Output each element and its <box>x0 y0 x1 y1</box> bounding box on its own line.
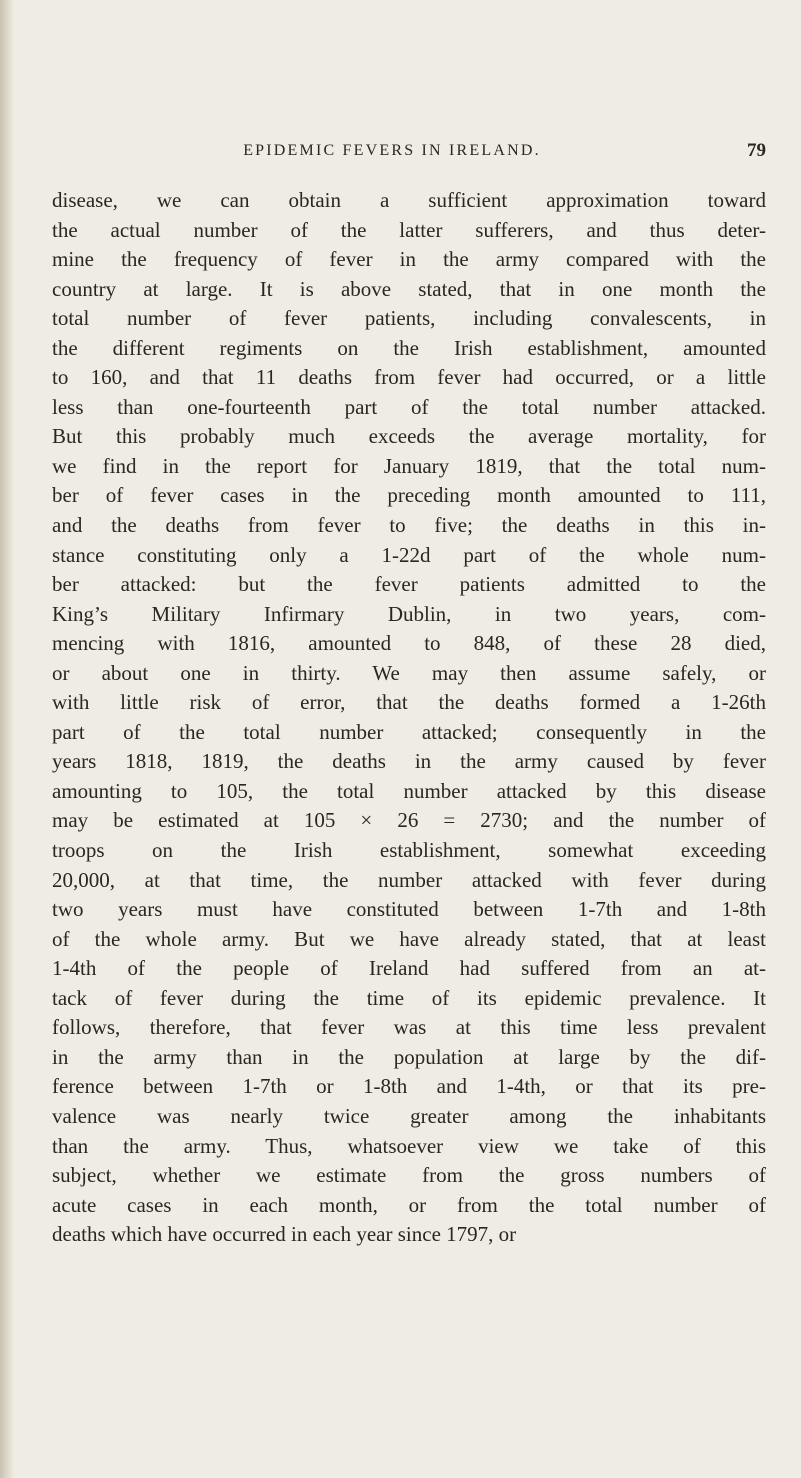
body-paragraph <box>52 186 766 1250</box>
page-number: 79 <box>747 140 766 161</box>
text-line: in the army than in the population at large by the dif- <box>52 1044 766 1069</box>
page-gutter-shadow <box>0 0 14 1478</box>
text-line: less than one-fourteenth part of the total number attacked. <box>52 394 766 419</box>
text-line: tack of fever during the time of its epidemic prevalence. It <box>52 985 766 1010</box>
running-head <box>52 142 766 166</box>
text-line: King’s Military Infirmary Dublin, in two years, com- <box>52 601 766 626</box>
text-line: deaths which have occurred in each year since 1797, or <box>52 1222 517 1247</box>
text-line: 20,000, at that time, the number attacked with fever during <box>52 867 766 892</box>
text-line: subject, whether we estimate from the gross numbers of <box>52 1163 766 1188</box>
text-line: part of the total number attacked; consequently in the <box>52 719 766 744</box>
text-line: ber attacked: but the fever patients admitted to the <box>52 572 766 597</box>
text-line: acute cases in each month, or from the total number of <box>52 1192 766 1217</box>
book-page <box>52 0 766 1478</box>
text-line: two years must have constituted between 1-7th and 1-8th <box>52 897 766 922</box>
text-line: of the whole army. But we have already stated, that at least <box>52 926 766 951</box>
text-line: follows, therefore, that fever was at this time less prevalent <box>52 1015 766 1040</box>
text-line: total number of fever patients, including convalescents, in <box>52 306 766 331</box>
text-line: mine the frequency of fever in the army compared with the <box>52 247 766 272</box>
text-line: years 1818, 1819, the deaths in the army caused by fever <box>52 749 766 774</box>
text-line: and the deaths from fever to five; the deaths in this in- <box>52 513 766 538</box>
text-line: with little risk of error, that the deaths formed a 1-26th <box>52 690 766 715</box>
text-line: troops on the Irish establishment, somewhat exceeding <box>52 838 766 863</box>
text-line: 1-4th of the people of Ireland had suffered from an at- <box>52 956 766 981</box>
text-line: ference between 1-7th or 1-8th and 1-4th, or that its pre- <box>52 1074 766 1099</box>
text-line: the different regiments on the Irish establishment, amounted <box>52 335 766 360</box>
text-line: country at large. It is above stated, that in one month the <box>52 276 766 301</box>
text-line: mencing with 1816, amounted to 848, of these 28 died, <box>52 631 766 656</box>
text-line: ber of fever cases in the preceding month amounted to 111, <box>52 483 766 508</box>
text-line: amounting to 105, the total number attacked by this disease <box>52 778 766 803</box>
text-line: stance constituting only a 1-22d part of the whole num- <box>52 542 766 567</box>
text-line: or about one in thirty. We may then assume safely, or <box>52 660 766 685</box>
text-line: But this probably much exceeds the average mortality, for <box>52 424 766 449</box>
text-line: valence was nearly twice greater among the inhabitants <box>52 1103 766 1128</box>
text-line: than the army. Thus, whatsoever view we take of this <box>52 1133 766 1158</box>
text-line: the actual number of the latter sufferers, and thus deter- <box>52 217 766 242</box>
text-line: to 160, and that 11 deaths from fever had occurred, or a little <box>52 365 766 390</box>
text-line: we find in the report for January 1819, that the total num- <box>52 453 766 478</box>
running-head-title: EPIDEMIC FEVERS IN IRELAND. <box>243 142 541 159</box>
text-line: disease, we can obtain a sufficient approximation toward <box>52 188 766 212</box>
text-line: may be estimated at 105 × 26 = 2730; and the number of <box>52 808 766 833</box>
